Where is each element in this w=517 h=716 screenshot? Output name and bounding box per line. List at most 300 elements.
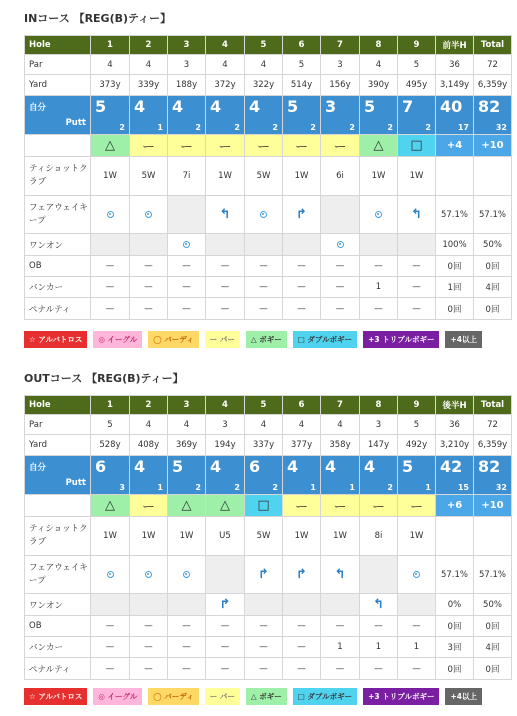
ob-cell: — <box>168 256 206 277</box>
arrow-right-icon: ↱ <box>258 567 269 582</box>
stroke-count: 5 <box>402 457 414 476</box>
par-cell: 4 <box>91 55 130 75</box>
header-cell: 1 <box>91 36 130 55</box>
yard-cell: 6,359y <box>474 75 512 96</box>
tee-club-cell <box>436 157 474 196</box>
bunker-cell: — <box>168 637 206 658</box>
penalty-cell: — <box>130 658 168 680</box>
score-cell <box>360 96 398 135</box>
out-course-table <box>24 395 512 680</box>
one-on-cell: 50% <box>474 234 512 256</box>
tee-club-cell: 1W <box>398 157 436 196</box>
par-cell: 4 <box>245 55 283 75</box>
score-symbol-cell: ー <box>206 135 245 157</box>
score-symbol-row <box>25 495 512 517</box>
self-label-cell <box>25 456 91 495</box>
bunker-cell: — <box>206 277 245 298</box>
one-on-empty-cell <box>360 234 398 256</box>
yard-cell: 156y <box>321 75 360 96</box>
tee-club-cell: 8i <box>360 517 398 556</box>
ob-cell: 0回 <box>474 256 512 277</box>
penalty-cell: — <box>245 658 283 680</box>
score-cell <box>130 456 168 495</box>
par-cell: 4 <box>321 415 360 435</box>
tee-club-cell: 6i <box>321 157 360 196</box>
par-cell: 4 <box>283 415 321 435</box>
header-cell: Total <box>474 396 512 415</box>
ob-label-cell: OB <box>25 616 91 637</box>
putt-count: 1 <box>157 123 163 132</box>
one-on-cell <box>206 594 245 616</box>
arrow-right-icon: ↱ <box>219 597 231 612</box>
fairway-empty-cell <box>321 196 360 234</box>
header-cell: 9 <box>398 36 436 55</box>
fairway-cell <box>91 196 130 234</box>
score-cell <box>91 456 130 495</box>
header-cell: 7 <box>321 36 360 55</box>
par-cell: 72 <box>474 55 512 75</box>
fairway-label-cell: フェアウェイキープ <box>25 196 91 234</box>
fairway-keep-row <box>25 556 512 594</box>
fairway-cell <box>321 556 360 594</box>
fairway-cell <box>398 556 436 594</box>
par-badge: ー パー <box>205 331 240 348</box>
one-on-label-cell: ワンオン <box>25 234 91 256</box>
yard-cell: 188y <box>168 75 206 96</box>
putt-count: 2 <box>387 483 393 492</box>
penalty-cell: — <box>206 298 245 320</box>
yard-cell: 372y <box>206 75 245 96</box>
ob-cell: — <box>206 256 245 277</box>
score-symbol-cell: ー <box>360 495 398 517</box>
score-symbol-cell: □ <box>245 495 283 517</box>
penalty-cell: — <box>321 658 360 680</box>
score-symbol-cell: △ <box>206 495 245 517</box>
header-cell: 8 <box>360 36 398 55</box>
score-symbol-cell: ー <box>245 135 283 157</box>
score-cell <box>130 96 168 135</box>
penalty-cell: — <box>398 658 436 680</box>
fairway-cell <box>245 196 283 234</box>
score-cell <box>168 96 206 135</box>
stroke-count: 42 <box>440 457 463 476</box>
par-cell: 5 <box>398 415 436 435</box>
stroke-count: 4 <box>134 457 146 476</box>
tee-club-cell: 1W <box>130 517 168 556</box>
penalty-cell: — <box>168 298 206 320</box>
bunker-cell: 3回 <box>436 637 474 658</box>
yard-row <box>25 75 512 96</box>
stroke-count: 5 <box>364 97 376 116</box>
ob-cell: — <box>283 256 321 277</box>
putt-count: 2 <box>349 123 355 132</box>
ob-cell: — <box>398 256 436 277</box>
yard-cell: 408y <box>130 435 168 456</box>
score-symbol-cell: ー <box>398 495 436 517</box>
putt-count: 2 <box>234 483 240 492</box>
header-cell: 4 <box>206 36 245 55</box>
fairway-empty-cell <box>360 556 398 594</box>
bunker-cell: — <box>245 277 283 298</box>
score-cell <box>321 96 360 135</box>
tee-club-cell <box>474 157 512 196</box>
tee-club-cell: U5 <box>206 517 245 556</box>
stroke-count: 40 <box>440 97 463 116</box>
stroke-count: 4 <box>210 97 222 116</box>
tee-club-cell <box>474 517 512 556</box>
stroke-count: 5 <box>287 97 299 116</box>
tee-club-cell: 7i <box>168 157 206 196</box>
one-on-empty-cell <box>130 594 168 616</box>
putt-count: 3 <box>119 483 125 492</box>
penalty-label-cell: ペナルティ <box>25 298 91 320</box>
bunker-cell: 1 <box>321 637 360 658</box>
bunker-cell: — <box>91 637 130 658</box>
ob-cell: 0回 <box>436 616 474 637</box>
one-on-empty-cell <box>321 594 360 616</box>
score-cell <box>168 456 206 495</box>
ob-cell: — <box>283 616 321 637</box>
putt-count: 2 <box>310 123 316 132</box>
ob-cell: — <box>168 616 206 637</box>
stroke-count: 6 <box>249 457 261 476</box>
putt-count: 2 <box>387 123 393 132</box>
penalty-cell: — <box>245 298 283 320</box>
yard-cell: 492y <box>398 435 436 456</box>
putt-count: 1 <box>310 483 316 492</box>
stroke-count: 82 <box>478 457 501 476</box>
header-cell: 前半H <box>436 36 474 55</box>
one-on-empty-cell <box>398 234 436 256</box>
self-label: 自分 <box>29 103 47 113</box>
penalty-cell: — <box>206 658 245 680</box>
putt-count: 2 <box>272 123 278 132</box>
par-cell: 72 <box>474 415 512 435</box>
fairway-cell <box>168 556 206 594</box>
score-symbol-cell: +10 <box>474 135 512 157</box>
stroke-count: 3 <box>325 97 337 116</box>
fairway-cell <box>130 196 168 234</box>
score-symbol-cell: ー <box>130 495 168 517</box>
penalty-cell: — <box>360 658 398 680</box>
tee-club-row <box>25 517 512 556</box>
score-cell <box>474 456 512 495</box>
par-cell: 36 <box>436 415 474 435</box>
bunker-cell: — <box>398 277 436 298</box>
yard-cell: 3,210y <box>436 435 474 456</box>
tee-club-cell: 1W <box>360 157 398 196</box>
ob-cell: — <box>321 256 360 277</box>
ob-row <box>25 616 512 637</box>
par-cell: 3 <box>168 55 206 75</box>
score-cell <box>206 96 245 135</box>
fairway-cell <box>360 196 398 234</box>
ob-row <box>25 256 512 277</box>
bunker-cell: 1 <box>360 277 398 298</box>
ob-cell: — <box>360 256 398 277</box>
ob-cell: — <box>360 616 398 637</box>
target-icon <box>375 211 382 218</box>
target-icon <box>145 211 152 218</box>
par-cell: 36 <box>436 55 474 75</box>
score-cell <box>245 456 283 495</box>
bogey-badge: △ ボギー <box>246 331 287 348</box>
fairway-cell <box>398 196 436 234</box>
double-bogey-badge: □ ダブルボギー <box>293 688 357 705</box>
yard-cell: 147y <box>360 435 398 456</box>
par-cell: 4 <box>130 55 168 75</box>
out-legend <box>24 688 482 705</box>
penalty-cell: — <box>283 658 321 680</box>
ob-cell: — <box>398 616 436 637</box>
yard-cell: 358y <box>321 435 360 456</box>
score-cell <box>474 96 512 135</box>
par-badge: ー パー <box>205 688 240 705</box>
score-symbol-cell: ー <box>283 495 321 517</box>
stroke-count: 6 <box>95 457 107 476</box>
putt-count: 32 <box>495 483 507 492</box>
four-plus-badge: +4以上 <box>445 688 482 705</box>
score-symbol-cell: ー <box>283 135 321 157</box>
yard-cell: 322y <box>245 75 283 96</box>
arrow-right-icon: ↱ <box>296 567 307 582</box>
fairway-cell <box>245 556 283 594</box>
par-cell: 3 <box>206 415 245 435</box>
four-plus-badge: +4以上 <box>445 331 482 348</box>
yard-cell: 3,149y <box>436 75 474 96</box>
yard-cell: 373y <box>91 75 130 96</box>
header-cell: 4 <box>206 396 245 415</box>
penalty-cell: 0回 <box>436 298 474 320</box>
putt-count: 2 <box>195 123 201 132</box>
stroke-count: 4 <box>364 457 376 476</box>
fairway-cell <box>130 556 168 594</box>
one-on-empty-cell <box>398 594 436 616</box>
ob-cell: — <box>130 256 168 277</box>
penalty-row <box>25 298 512 320</box>
one-on-empty-cell <box>283 234 321 256</box>
ob-cell: — <box>245 256 283 277</box>
score-symbol-cell: △ <box>360 135 398 157</box>
score-symbol-cell: +10 <box>474 495 512 517</box>
one-on-cell: 100% <box>436 234 474 256</box>
double-bogey-badge: □ ダブルボギー <box>293 331 357 348</box>
score-cell <box>245 96 283 135</box>
tee-club-cell: 5W <box>130 157 168 196</box>
one-on-empty-cell <box>91 594 130 616</box>
par-cell: Par <box>25 415 91 435</box>
bogey-badge: △ ボギー <box>246 688 287 705</box>
bunker-label-cell: バンカー <box>25 277 91 298</box>
tee-club-cell: 1W <box>91 517 130 556</box>
symbol-label-cell <box>25 135 91 157</box>
ob-cell: — <box>245 616 283 637</box>
arrow-left-icon: ↰ <box>219 207 231 222</box>
ob-cell: 0回 <box>474 616 512 637</box>
putt-label: Putt <box>65 118 86 128</box>
bunker-cell: 4回 <box>474 637 512 658</box>
score-cell <box>398 96 436 135</box>
target-icon <box>260 211 267 218</box>
header-cell: 6 <box>283 36 321 55</box>
score-symbol-cell: □ <box>398 135 436 157</box>
stroke-count: 5 <box>172 457 184 476</box>
par-cell: Par <box>25 55 91 75</box>
stroke-count: 4 <box>172 97 184 116</box>
penalty-cell: — <box>91 298 130 320</box>
putt-count: 17 <box>457 123 469 132</box>
self-label-cell <box>25 96 91 135</box>
stroke-count: 4 <box>325 457 337 476</box>
penalty-label-cell: ペナルティ <box>25 658 91 680</box>
fairway-cell: 57.1% <box>436 196 474 234</box>
bunker-cell: — <box>321 277 360 298</box>
par-row <box>25 415 512 435</box>
header-row <box>25 36 512 55</box>
par-row <box>25 55 512 75</box>
self-label: 自分 <box>29 463 47 473</box>
par-cell: 4 <box>206 55 245 75</box>
penalty-cell: — <box>283 298 321 320</box>
par-cell: 5 <box>283 55 321 75</box>
penalty-row <box>25 658 512 680</box>
score-cell <box>206 456 245 495</box>
yard-cell: Yard <box>25 75 91 96</box>
arrow-left-icon: ↰ <box>411 207 422 222</box>
arrow-left-icon: ↰ <box>334 567 346 582</box>
ob-label-cell: OB <box>25 256 91 277</box>
score-cell <box>360 456 398 495</box>
one-on-empty-cell <box>91 234 130 256</box>
stroke-count: 82 <box>478 97 501 116</box>
ob-cell: 0回 <box>436 256 474 277</box>
par-cell: 5 <box>91 415 130 435</box>
header-cell: 5 <box>245 36 283 55</box>
stroke-count: 4 <box>287 457 299 476</box>
fairway-cell: 57.1% <box>474 196 512 234</box>
header-cell: 6 <box>283 396 321 415</box>
header-cell: 2 <box>130 36 168 55</box>
target-icon <box>145 571 152 578</box>
score-cell <box>283 456 321 495</box>
one-on-empty-cell <box>130 234 168 256</box>
par-cell: 4 <box>360 55 398 75</box>
putt-count: 2 <box>272 483 278 492</box>
tee-club-row <box>25 157 512 196</box>
tee-label-cell: ティショットクラブ <box>25 517 91 556</box>
header-cell: 2 <box>130 396 168 415</box>
score-symbol-cell: +4 <box>436 135 474 157</box>
bunker-cell: 1 <box>360 637 398 658</box>
target-icon <box>337 241 344 248</box>
bunker-cell: — <box>206 637 245 658</box>
yard-cell: 377y <box>283 435 321 456</box>
arrow-right-icon: ↱ <box>296 207 307 222</box>
one-on-row <box>25 234 512 256</box>
one-on-cell <box>321 234 360 256</box>
score-symbol-cell: △ <box>168 495 206 517</box>
header-cell: 8 <box>360 396 398 415</box>
bunker-row <box>25 637 512 658</box>
fairway-empty-cell <box>206 556 245 594</box>
ob-cell: — <box>91 256 130 277</box>
penalty-cell: 0回 <box>474 298 512 320</box>
score-symbol-cell: +6 <box>436 495 474 517</box>
putt-count: 1 <box>349 483 355 492</box>
score-symbol-cell: ー <box>321 495 360 517</box>
bunker-cell: — <box>168 277 206 298</box>
one-on-empty-cell <box>245 234 283 256</box>
score-cell <box>436 456 474 495</box>
header-cell: 9 <box>398 396 436 415</box>
putt-count: 1 <box>157 483 163 492</box>
triple-bogey-badge: +3 トリプルボギー <box>363 331 439 348</box>
fairway-cell: 57.1% <box>436 556 474 594</box>
tee-label-cell: ティショットクラブ <box>25 157 91 196</box>
fairway-empty-cell <box>168 196 206 234</box>
arrow-left-icon: ↰ <box>373 597 384 612</box>
penalty-cell: — <box>321 298 360 320</box>
penalty-cell: — <box>398 298 436 320</box>
score-cell <box>283 96 321 135</box>
header-cell: 5 <box>245 396 283 415</box>
stroke-count: 4 <box>134 97 146 116</box>
triple-bogey-badge: +3 トリプルボギー <box>363 688 439 705</box>
penalty-cell: — <box>91 658 130 680</box>
fairway-cell <box>206 196 245 234</box>
bunker-cell: 1回 <box>436 277 474 298</box>
yard-cell: 337y <box>245 435 283 456</box>
bunker-cell: — <box>130 637 168 658</box>
score-symbol-cell: ー <box>130 135 168 157</box>
tee-club-cell <box>436 517 474 556</box>
in-course-title: INコース 【REG(B)ティー】 <box>24 12 172 25</box>
eagle-badge: ◎ イーグル <box>93 688 142 705</box>
fairway-cell: 57.1% <box>474 556 512 594</box>
stroke-count: 4 <box>249 97 261 116</box>
tee-club-cell: 1W <box>168 517 206 556</box>
penalty-cell: — <box>168 658 206 680</box>
score-symbol-row <box>25 135 512 157</box>
ob-cell: — <box>206 616 245 637</box>
one-on-empty-cell <box>245 594 283 616</box>
bunker-cell: — <box>130 277 168 298</box>
eagle-badge: ◎ イーグル <box>93 331 142 348</box>
score-cell <box>321 456 360 495</box>
score-symbol-cell: ー <box>168 135 206 157</box>
one-on-cell: 50% <box>474 594 512 616</box>
bunker-cell: — <box>245 637 283 658</box>
score-symbol-cell: △ <box>91 495 130 517</box>
par-cell: 4 <box>245 415 283 435</box>
out-course-title: OUTコース 【REG(B)ティー】 <box>24 372 184 385</box>
target-icon <box>183 571 190 578</box>
yard-cell: 369y <box>168 435 206 456</box>
fairway-cell <box>91 556 130 594</box>
score-symbol-cell: ー <box>321 135 360 157</box>
yard-cell: 194y <box>206 435 245 456</box>
score-cell <box>398 456 436 495</box>
penalty-cell: 0回 <box>436 658 474 680</box>
putt-count: 32 <box>495 123 507 132</box>
fairway-keep-row <box>25 196 512 234</box>
target-icon <box>183 241 190 248</box>
par-cell: 4 <box>130 415 168 435</box>
yard-cell: 514y <box>283 75 321 96</box>
tee-club-cell: 1W <box>398 517 436 556</box>
header-cell: Hole <box>25 396 91 415</box>
one-on-label-cell: ワンオン <box>25 594 91 616</box>
